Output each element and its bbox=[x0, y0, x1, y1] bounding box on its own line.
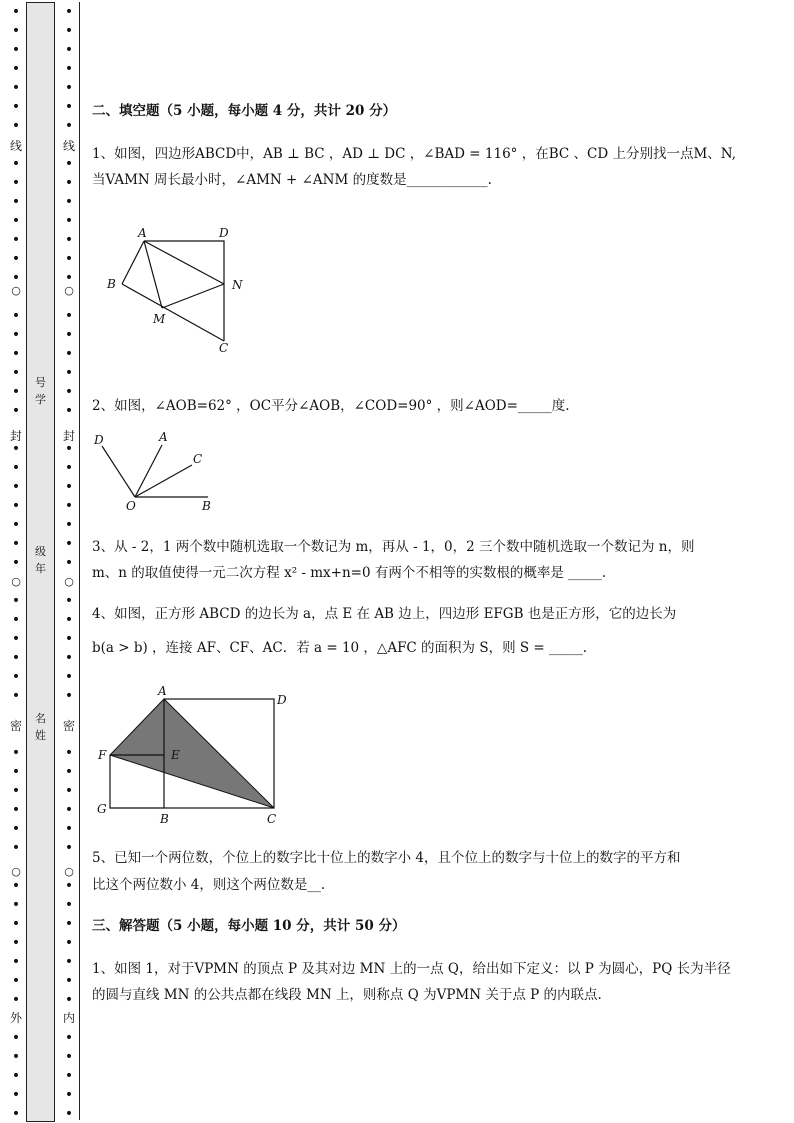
left-circle-2: ○ bbox=[11, 865, 21, 878]
q1-segment-an bbox=[144, 241, 224, 284]
q4-label-c: C bbox=[267, 812, 277, 826]
right-dot: • bbox=[64, 745, 74, 761]
left-mark-1: 封 bbox=[10, 429, 23, 443]
right-dot: • bbox=[64, 783, 74, 799]
right-dot: • bbox=[64, 802, 74, 818]
right-dot: • bbox=[64, 118, 74, 134]
q1-line2: 当VAMN 周长最小时，∠AMN + ∠ANM 的度数是____________. bbox=[92, 172, 492, 188]
left-dot: • bbox=[11, 42, 21, 58]
right-dot: • bbox=[64, 1106, 74, 1122]
right-circle-2: ○ bbox=[64, 865, 74, 878]
section2-heading: 二、填空题（5 小题，每小题 4 分，共计 20 分） bbox=[92, 103, 397, 119]
right-dot: • bbox=[64, 194, 74, 210]
left-dot: • bbox=[11, 783, 21, 799]
q1-figure bbox=[102, 224, 252, 356]
right-dot: • bbox=[64, 650, 74, 666]
left-dot: • bbox=[11, 270, 21, 286]
right-dot: • bbox=[64, 270, 74, 286]
s3-q1-line2: 的圆与直线 MN 的公共点都在线段 MN 上，则称点 Q 为VPMN 关于点 P 的内联点. bbox=[92, 987, 602, 1003]
q1-edge-adc bbox=[144, 241, 224, 341]
right-dot: • bbox=[64, 403, 74, 419]
q3-line2: m、n 的取值使得一元二次方程 x² - mx+n=0 有两个不相等的实数根的概率是 _____. bbox=[92, 565, 607, 581]
left-dot: • bbox=[11, 992, 21, 1008]
left-dot: • bbox=[11, 517, 21, 533]
q1-label-d: D bbox=[219, 226, 229, 240]
left-dot: • bbox=[11, 840, 21, 856]
right-dot: • bbox=[64, 593, 74, 609]
left-dot: • bbox=[11, 1068, 21, 1084]
q5-line1: 5、已知一个两位数，个位上的数字比十位上的数字小 4，且个位上的数字与十位上的数字的平方和 bbox=[92, 850, 681, 866]
left-dot: • bbox=[11, 460, 21, 476]
left-dot: • bbox=[11, 498, 21, 514]
left-dot: • bbox=[11, 536, 21, 552]
left-dot: • bbox=[11, 479, 21, 495]
right-dot: • bbox=[64, 384, 74, 400]
right-dot: • bbox=[64, 479, 74, 495]
right-dot: • bbox=[64, 346, 74, 362]
right-dot: • bbox=[64, 555, 74, 571]
left-dot: • bbox=[11, 384, 21, 400]
left-dot: • bbox=[11, 213, 21, 229]
left-dot: • bbox=[11, 764, 21, 780]
right-dot: • bbox=[64, 954, 74, 970]
left-dot: • bbox=[11, 346, 21, 362]
q4-line2: b(a > b) ，连接 AF、CF、AC．若 a = 10 ，△AFC 的面积为 S，则 S = _____. bbox=[92, 640, 588, 656]
left-dot: • bbox=[11, 232, 21, 248]
left-dot: • bbox=[11, 916, 21, 932]
left-dot: • bbox=[11, 821, 21, 837]
right-dot: • bbox=[64, 308, 74, 324]
right-dot: • bbox=[64, 1068, 74, 1084]
left-dot: • bbox=[11, 973, 21, 989]
right-dot: • bbox=[64, 669, 74, 685]
right-dot: • bbox=[64, 42, 74, 58]
left-dot: • bbox=[11, 745, 21, 761]
left-dot: • bbox=[11, 441, 21, 457]
left-mark-2: 密 bbox=[10, 719, 23, 733]
right-dot: • bbox=[64, 764, 74, 780]
right-dot: • bbox=[64, 897, 74, 913]
right-dot: • bbox=[64, 973, 74, 989]
right-dot-column bbox=[63, 0, 75, 1123]
left-dot: • bbox=[11, 118, 21, 134]
left-dot: • bbox=[11, 878, 21, 894]
left-dot: • bbox=[11, 365, 21, 381]
left-dot: • bbox=[11, 1106, 21, 1122]
right-dot: • bbox=[64, 631, 74, 647]
left-dot: • bbox=[11, 175, 21, 191]
left-dot: • bbox=[11, 802, 21, 818]
left-dot: • bbox=[11, 403, 21, 419]
right-mark-3: 内 bbox=[63, 1011, 76, 1025]
left-dot: • bbox=[11, 1087, 21, 1103]
left-dot: • bbox=[11, 4, 21, 20]
q4-shaded-triangle-afc bbox=[110, 699, 274, 808]
q1-label-m: M bbox=[153, 312, 166, 326]
right-dot: • bbox=[64, 612, 74, 628]
grade-label: 级 年 bbox=[35, 545, 46, 575]
binding-line bbox=[79, 2, 80, 1120]
left-dot: • bbox=[11, 251, 21, 267]
left-dot: • bbox=[11, 61, 21, 77]
q4-label-b: B bbox=[160, 812, 169, 826]
q5-line2: 比这个两位数小 4，则这个两位数是__. bbox=[92, 877, 326, 893]
left-mark-3: 外 bbox=[10, 1011, 23, 1025]
left-dot: • bbox=[11, 688, 21, 704]
right-dot: • bbox=[64, 251, 74, 267]
right-mark-1: 封 bbox=[63, 429, 76, 443]
right-dot: • bbox=[64, 916, 74, 932]
right-dot: • bbox=[64, 1030, 74, 1046]
q1-label-n: N bbox=[232, 278, 243, 292]
right-dot: • bbox=[64, 175, 74, 191]
left-dot: • bbox=[11, 99, 21, 115]
q3-line1: 3、从 - 2，1 两个数中随机选取一个数记为 m，再从 - 1，0，2 三个数中随机选取一个数记为 n，则 bbox=[92, 539, 695, 555]
q4-line1: 4、如图，正方形 ABCD 的边长为 a，点 E 在 AB 边上，四边形 EFGB 也是正方形，它的边长为 bbox=[92, 606, 677, 622]
q2-label-o: O bbox=[126, 499, 136, 513]
student-id-label: 号 学 bbox=[35, 376, 46, 406]
section3-heading: 三、解答题（5 小题，每小题 10 分，共计 50 分） bbox=[92, 918, 406, 934]
q4-label-e: E bbox=[171, 748, 180, 762]
right-dot: • bbox=[64, 935, 74, 951]
q1-line1: 1、如图，四边形ABCD中，AB ⊥ BC ，AD ⊥ DC ，∠BAD = 116° ，在BC 、CD 上分别找一点M、N, bbox=[92, 146, 737, 162]
q4-label-f: F bbox=[98, 748, 107, 762]
q4-label-d: D bbox=[277, 693, 287, 707]
left-circle-0: ○ bbox=[11, 284, 21, 297]
left-dot: • bbox=[11, 156, 21, 172]
exam-content bbox=[92, 0, 752, 1123]
right-circle-1: ○ bbox=[64, 575, 74, 588]
right-dot: • bbox=[64, 821, 74, 837]
right-dot: • bbox=[64, 327, 74, 343]
left-dot: • bbox=[11, 935, 21, 951]
right-dot: • bbox=[64, 536, 74, 552]
q1-label-a: A bbox=[138, 226, 147, 240]
q4-label-a: A bbox=[158, 684, 167, 698]
right-dot: • bbox=[64, 23, 74, 39]
left-dot: • bbox=[11, 555, 21, 571]
q1-label-b: B bbox=[107, 277, 116, 291]
right-dot: • bbox=[64, 441, 74, 457]
right-mark-0: 线 bbox=[63, 139, 76, 153]
left-mark-0: 线 bbox=[10, 139, 23, 153]
left-dot: • bbox=[11, 80, 21, 96]
right-dot: • bbox=[64, 688, 74, 704]
right-mark-2: 密 bbox=[63, 719, 76, 733]
q2-figure bbox=[92, 428, 222, 516]
left-dot: • bbox=[11, 954, 21, 970]
q1-edge-bc bbox=[122, 284, 224, 341]
q2-label-c: C bbox=[193, 452, 203, 466]
right-dot: • bbox=[64, 498, 74, 514]
q2-label-d: D bbox=[94, 433, 104, 447]
s3-q1-line1: 1、如图 1，对于VPMN 的顶点 P 及其对边 MN 上的一点 Q，给出如下定义：以 P 为圆心，PQ 长为半径 bbox=[92, 961, 731, 977]
left-dot: • bbox=[11, 1030, 21, 1046]
right-dot: • bbox=[64, 878, 74, 894]
right-dot: • bbox=[64, 365, 74, 381]
right-dot: • bbox=[64, 1087, 74, 1103]
right-dot: • bbox=[64, 99, 74, 115]
left-dot: • bbox=[11, 897, 21, 913]
left-dot: • bbox=[11, 23, 21, 39]
right-dot: • bbox=[64, 213, 74, 229]
right-dot: • bbox=[64, 4, 74, 20]
q2-line1: 2、如图，∠AOB=62° ，OC平分∠AOB，∠COD=90° ，则∠AOD=_____度. bbox=[92, 398, 570, 414]
right-dot: • bbox=[64, 61, 74, 77]
left-dot: • bbox=[11, 593, 21, 609]
q2-label-b: B bbox=[202, 499, 211, 513]
right-dot: • bbox=[64, 232, 74, 248]
right-dot: • bbox=[64, 460, 74, 476]
right-dot: • bbox=[64, 156, 74, 172]
q1-edge-ab bbox=[122, 241, 144, 284]
left-dot: • bbox=[11, 631, 21, 647]
q2-ray-od bbox=[102, 446, 135, 497]
left-dot-column bbox=[10, 0, 22, 1123]
left-dot: • bbox=[11, 308, 21, 324]
left-dot: • bbox=[11, 650, 21, 666]
right-circle-0: ○ bbox=[64, 284, 74, 297]
q2-label-a: A bbox=[159, 430, 168, 444]
q4-label-g: G bbox=[97, 802, 107, 816]
right-dot: • bbox=[64, 992, 74, 1008]
binding-strip bbox=[0, 0, 82, 1123]
left-dot: • bbox=[11, 327, 21, 343]
left-circle-1: ○ bbox=[11, 575, 21, 588]
left-dot: • bbox=[11, 1049, 21, 1065]
right-dot: • bbox=[64, 517, 74, 533]
q1-segment-mn bbox=[162, 284, 224, 308]
right-dot: • bbox=[64, 1049, 74, 1065]
right-dot: • bbox=[64, 840, 74, 856]
student-name-label: 名 姓 bbox=[35, 712, 46, 742]
q4-figure bbox=[94, 682, 294, 827]
q1-label-c: C bbox=[219, 341, 229, 355]
left-dot: • bbox=[11, 669, 21, 685]
right-dot: • bbox=[64, 80, 74, 96]
left-dot: • bbox=[11, 612, 21, 628]
left-dot: • bbox=[11, 194, 21, 210]
